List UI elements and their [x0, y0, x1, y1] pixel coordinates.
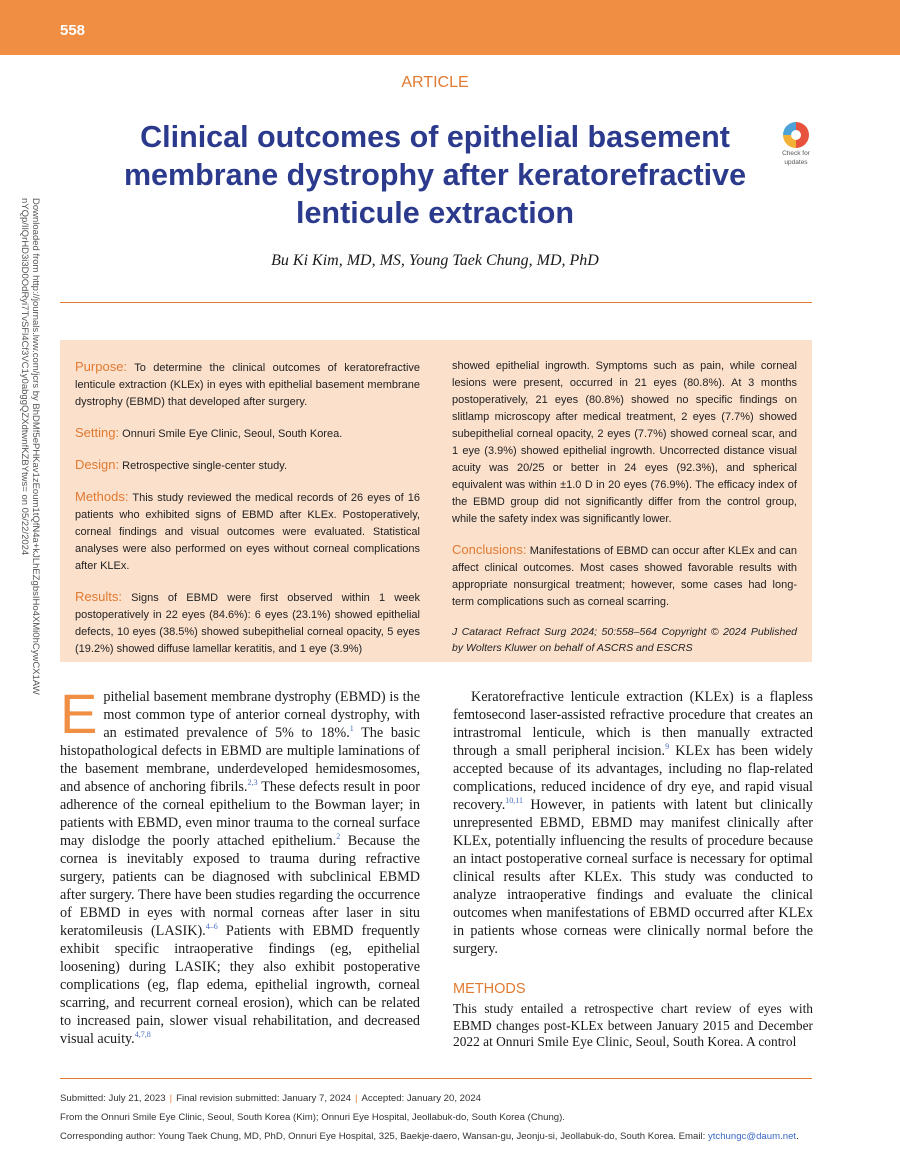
journal-citation: J Cataract Refract Surg 2024; 50:558–564 Copyright © 2024 Published by Wolters Kluwer on behalf of ASCRS and ESCRS [452, 626, 797, 654]
badge-label-2: updates [784, 159, 808, 166]
abstract-methods [75, 488, 420, 575]
intro-text-4: Because the cornea is inevitably exposed to trauma during refractive surgery, patients can be diagnosed with subclinical EBMD after surgery. There have been studies regarding the occurrence of EBMD in eyes with normal corneas after laser in situ keratomileusis (LASIK). [60, 833, 420, 939]
intro-text-1: pithelial basement membrane dystrophy (EBMD) is the most common type of anterior corneal dystrophy, with an estimated prevalence of 5% to 18%. [103, 689, 420, 741]
body-left-column [60, 682, 420, 1048]
affiliations: From the Onnuri Smile Eye Clinic, Seoul, South Korea (Kim); Onnuri Eye Hospital, Jeollabuk-do, South Korea (Chung). [60, 1112, 565, 1123]
klex-paragraph [453, 688, 813, 958]
conclusions-text: Manifestations of EBMD can occur after KLEx and can affect clinical outcomes. Most cases showed favorable results with appropriate nonsurgical treatment; however, some cases had long-term complications such as corneal scarring. [452, 545, 797, 608]
abstract-design [75, 456, 420, 475]
period: . [796, 1131, 799, 1142]
design-text: Retrospective single-center study. [122, 460, 288, 472]
abstract-results-continued: showed epithelial ingrowth. Symptoms such as pain, while corneal lesions were present, occurred in 21 eyes (80.8%). At 3 months postoperatively, 21 eyes (80.8%) showed no specific findings on slitlamp microscopy after medical treatment, 2 eyes (7.7%) showed subepithelial corneal opacity, 2 eyes (7.7%) showed corneal scar, and 1 eye (3.9%) showed epithelial ingrowth. Uncorrected distance visual acuity was 20/25 or better in 24 eyes (92.3%), and spherical equivalent was within ±1.0 D in 20 eyes (76.9%). The efficacy index of the EBMD group did not significantly differ from the control group, while the safety index was significantly lower. [452, 360, 797, 525]
download-watermark [19, 198, 43, 698]
setting-heading: Setting: [75, 425, 120, 440]
drop-cap: E [60, 682, 98, 745]
submission-dates [60, 1089, 820, 1108]
divider [60, 302, 812, 303]
footer-divider [60, 1078, 812, 1079]
reference-link[interactable]: 2 [336, 832, 341, 841]
reference-link[interactable]: 9 [665, 742, 670, 751]
klex-text-1: Keratorefractive lenticule extraction (KLEx) is a flapless femtosecond laser-assisted refractive procedure that creates an intrastromal lenticule, which is then manually extracted through a small peripheral incision. [453, 689, 813, 759]
abstract-right-column [452, 358, 797, 669]
separator: | [355, 1093, 358, 1104]
check-for-updates-badge[interactable] [778, 122, 814, 166]
intro-paragraph [60, 682, 420, 1048]
abstract-conclusions [452, 541, 797, 611]
reference-link[interactable]: 4,7,8 [134, 1030, 151, 1039]
watermark-line-2: nYQp/IlQrHD3i3D0OdRyi7TvSFl4Cf3VC1y0abggQZXdtwnfKZBYtws= on 05/22/2024 [19, 198, 30, 556]
reference-link[interactable]: 2,3 [247, 778, 258, 787]
abstract-purpose [75, 358, 420, 411]
watermark-line-1: Downloaded from http://journals.lww.com/jcrs by BhDMf5ePHKav1zEoum1tQfN4a+kJLhEZgbsIHo4XMi0hCywCX1AW [30, 198, 41, 695]
abstract-results [75, 588, 420, 658]
methods-text: This study reviewed the medical records of 26 eyes of 16 patients who exhibited signs of EBMD after KLEx. Postoperatively, corneal findings and visual outcomes were evaluated. Statistical analyses were also performed on eyes without corneal complications after KLEx. [75, 492, 420, 572]
page-number: 558 [60, 22, 86, 39]
methods-heading: Methods: [75, 489, 129, 504]
email-link[interactable]: ytchungc@daum.net [707, 1131, 797, 1142]
crossmark-icon [783, 122, 809, 148]
corresponding-text: Corresponding author: Young Taek Chung, MD, PhD, Onnuri Eye Hospital, 325, Baekje-daero, Wansan-gu, Jeonju-si, Jeollabuk-do, South Korea. Email: [60, 1131, 708, 1142]
header-bar [0, 0, 900, 55]
setting-text: Onnuri Smile Eye Clinic, Seoul, South Korea. [122, 428, 343, 440]
purpose-heading: Purpose: [75, 359, 128, 374]
reference-link[interactable]: 4–6 [205, 922, 218, 931]
revised-date: Final revision submitted: January 7, 2024 [176, 1093, 352, 1104]
abstract-left-column [75, 358, 420, 671]
submitted-date: Submitted: July 21, 2023 [60, 1093, 166, 1104]
body-right-column [453, 688, 813, 1051]
separator: | [169, 1093, 173, 1104]
author-list: Bu Ki Kim, MD, MS, Young Taek Chung, MD, PhD [271, 252, 599, 269]
intro-text-2: The basic histopathological defects in EBMD are multiple laminations of the basement membrane, underdeveloped hemidesmosomes, and absence of anchoring fibrils. [60, 725, 420, 795]
badge-label-1: Check for [782, 150, 810, 157]
results-heading: Results: [75, 589, 122, 604]
methods-paragraph: This study entailed a retrospective chart review of eyes with EBMD changes post-KLEx between January 2015 and December 2022 at Onnuri Smile Eye Clinic, Seoul, South Korea. A control [453, 1001, 813, 1049]
reference-link[interactable]: 1 [349, 724, 354, 733]
klex-text-2: KLEx has been widely accepted because of its advantages, including no flap-related complications, reduced incidence of dry eye, and rapid visual recovery. [453, 743, 813, 813]
reference-link[interactable]: 10,11 [505, 796, 523, 805]
klex-text-3: However, in patients with latent but clinically unrepresented EBMD, EBMD may manifest clinically after KLEx, potentially influencing the results of procedure because an intact postoperative corneal surface is necessary for optimal clinical results after KLEx. This study was conducted to analyze intraoperative findings and evaluate the clinical outcomes when manifestations of EBMD occurred after KLEx in patients whose corneas were clinically normal before the surgery. [453, 797, 813, 957]
corresponding-author [60, 1127, 820, 1146]
results-text: Signs of EBMD were first observed within 1 week postoperatively in 22 eyes (84.6%): 6 eyes (23.1%) showed epithelial defects, 10 eyes (38.5%) showed subepithelial corneal opacity, 5 eyes (19.2%) showed diffuse lamellar keratitis, and 1 eye (3.9%) [75, 592, 420, 655]
conclusions-heading: Conclusions: [452, 542, 527, 557]
intro-text-3: These defects result in poor adherence of the corneal epithelium to the Bowman layer; in patients with EBMD, even minor trauma to the corneal surface may dislodge the poorly attached epithelium. [60, 779, 420, 849]
footnotes [60, 1089, 820, 1146]
section-label: ARTICLE [401, 74, 469, 91]
abstract-box [60, 340, 812, 662]
abstract-setting [75, 424, 420, 443]
methods-section-heading: METHODS [453, 981, 526, 997]
intro-text-5: Patients with EBMD frequently exhibit specific intraoperative findings (eg, epithelial loosening) during LASIK; they also exhibit postoperative complications (eg, flap edema, epithelial ingrowth, corneal scarring, and recurrent corneal erosion), which can be related to increased pain, slower visual rehabilitation, and decreased visual acuity. [60, 923, 420, 1047]
article-title: Clinical outcomes of epithelial basement membrane dystrophy after keratorefractive lenticule extraction [123, 120, 747, 230]
design-heading: Design: [75, 457, 120, 472]
purpose-text: To determine the clinical outcomes of keratorefractive lenticule extraction (KLEx) in eyes with epithelial basement membrane dystrophy (EBMD) that developed after surgery. [75, 362, 421, 408]
accepted-date: Accepted: January 20, 2024 [361, 1093, 482, 1104]
